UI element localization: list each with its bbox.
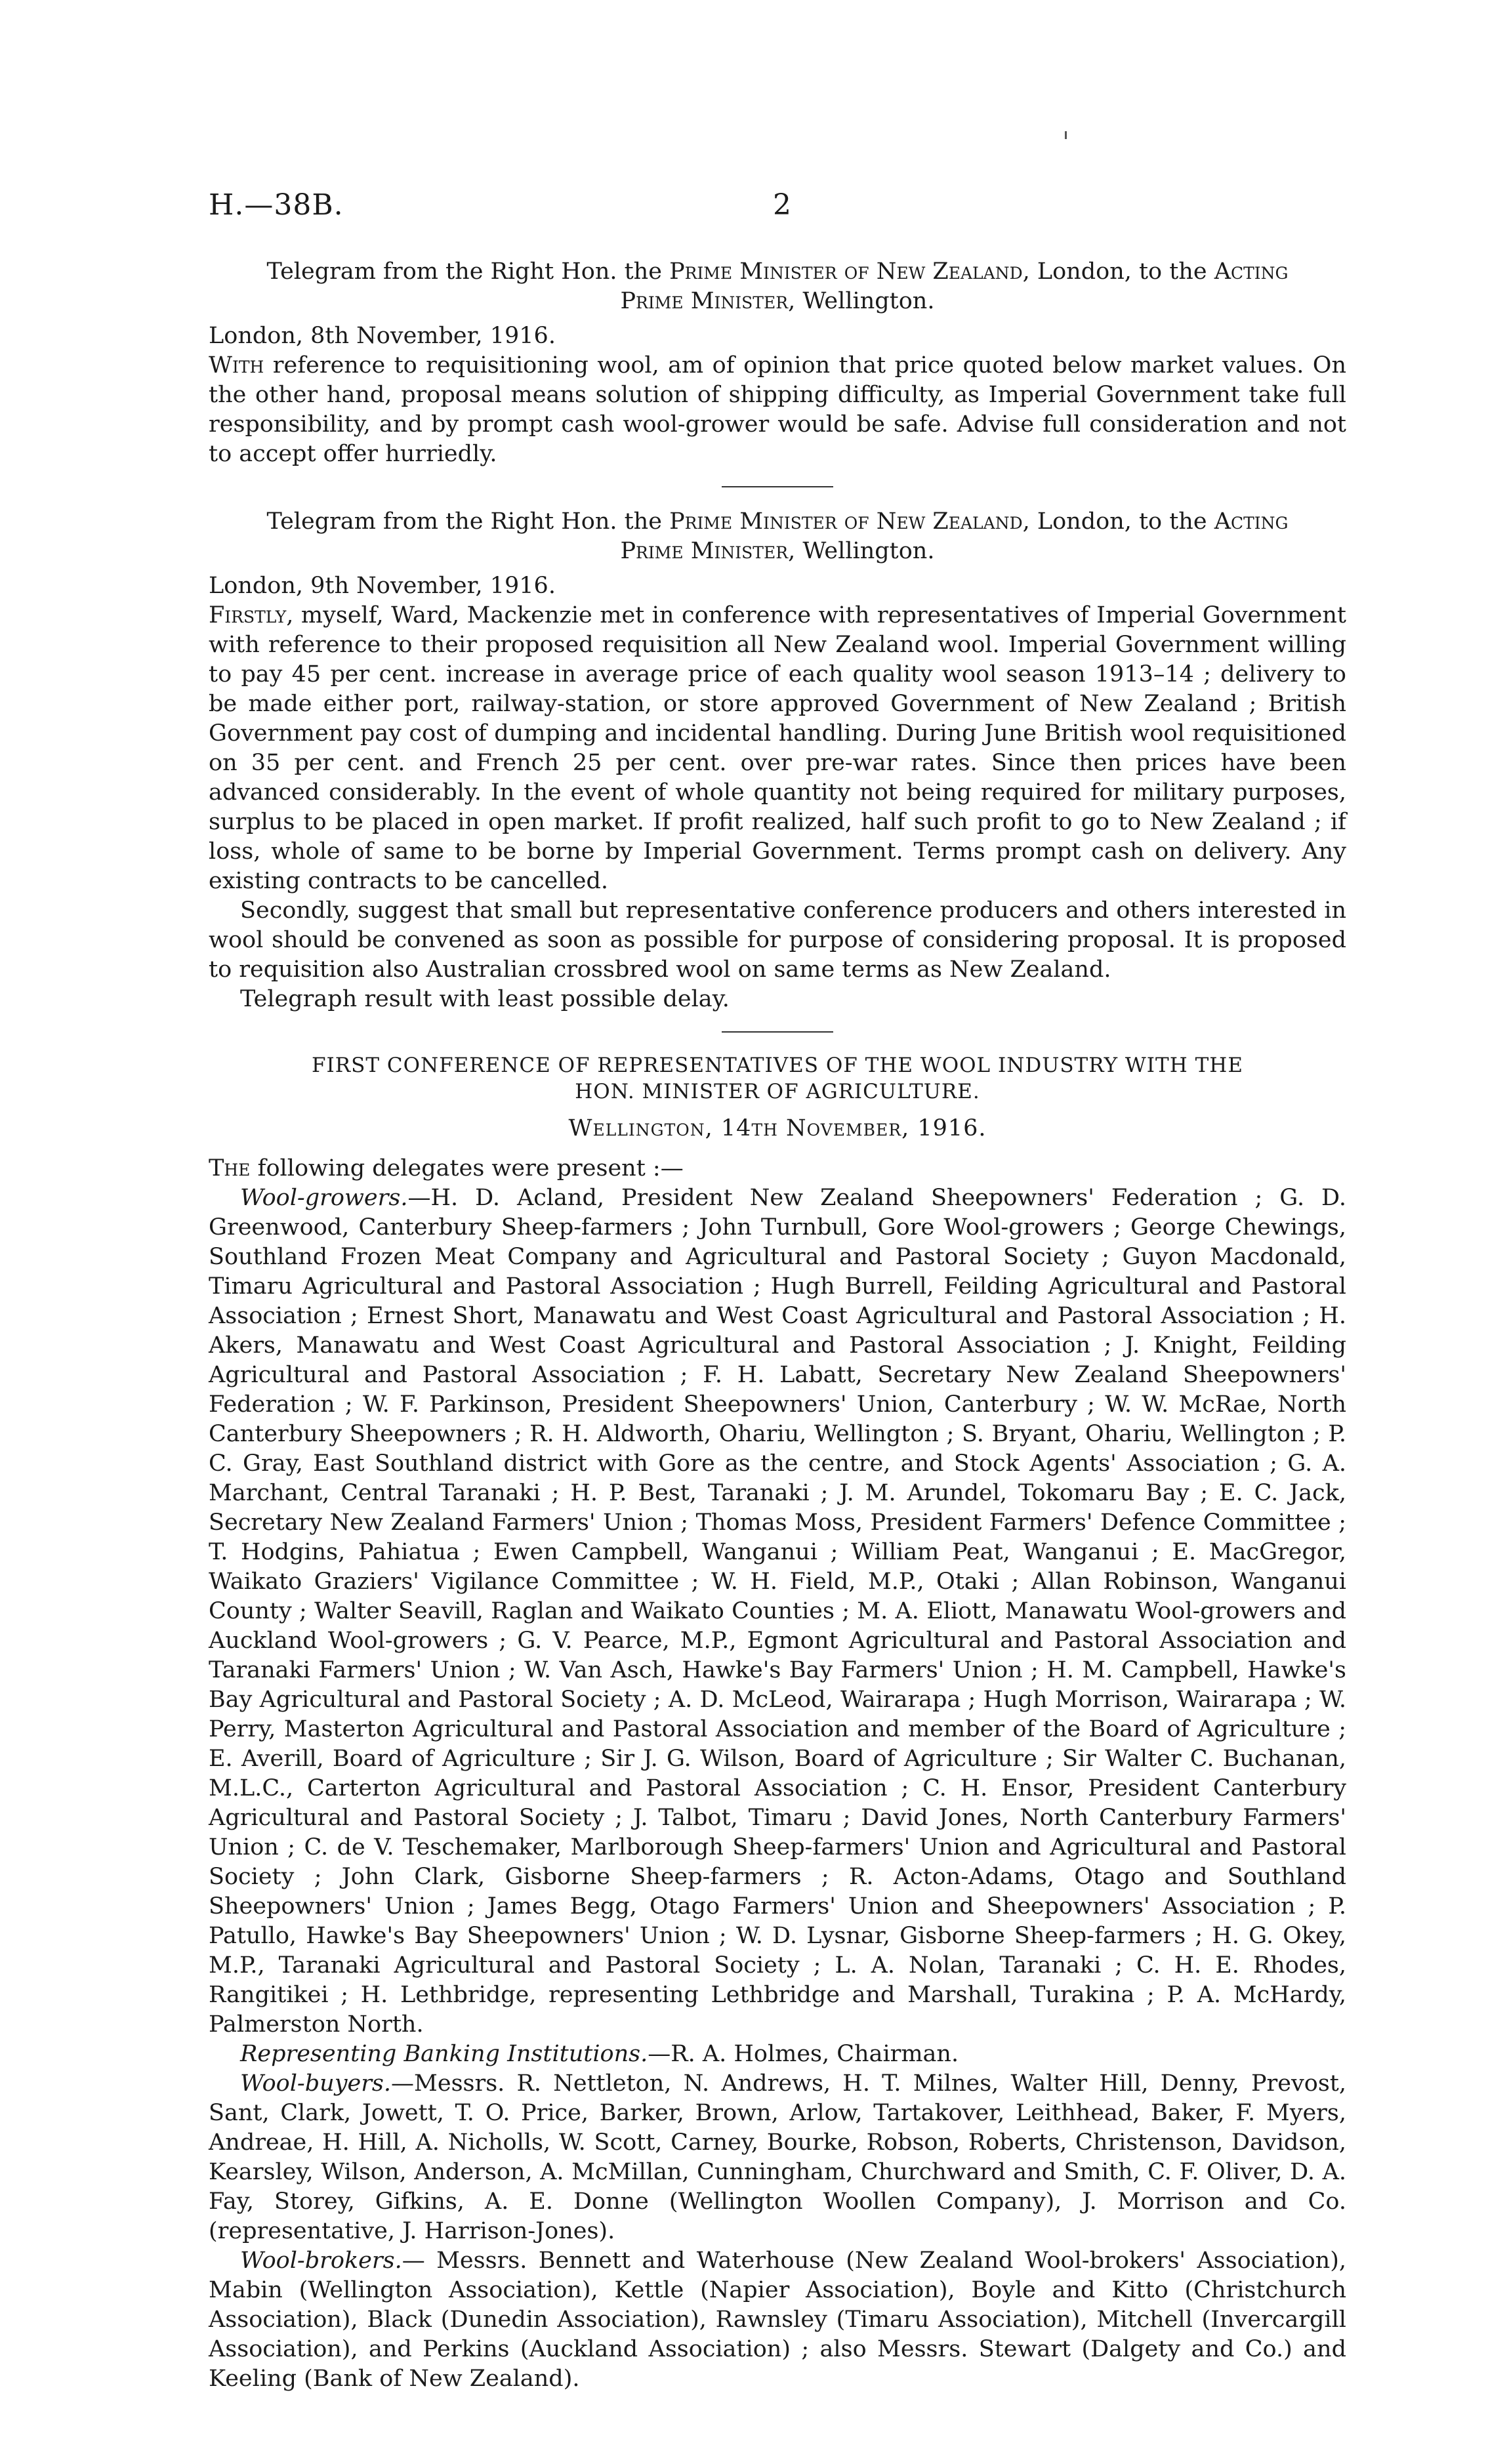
heading-recipient: Prime Minister: [620, 288, 789, 314]
telegram-1: [209, 257, 1346, 2394]
heading-sender: Prime Minister of New Zealand: [669, 508, 1023, 535]
telegram-2-heading: [209, 507, 1346, 566]
telegram-1-heading: [209, 257, 1346, 316]
telegram-1-body: [209, 351, 1346, 469]
delegate-names: — Messrs. Bennett and Waterhouse (New Zealand Wool-brokers' Association), Mabin (Wellington Association), Kettle (Napier Association), Boyle and Kitto (Christchurch Association), Black (Dunedin Association), Rawnsley (Timaru Association), Mitchell (Invercargill Association), and Perkins (Auckland Association) ; also Messrs. Stewart (Dalgety and Co.) and Keeling (Bank of New Zealand).: [209, 2248, 1346, 2392]
heading-recipient: Acting: [1214, 508, 1289, 535]
scan-mark: [1065, 131, 1067, 139]
category-label: Wool-growers.: [240, 1185, 408, 1211]
conference-title-line-1: FIRST CONFERENCE OF REPRESENTATIVES OF THE WOOL INDUSTRY WITH THE: [312, 1054, 1243, 1077]
delegate-names: —H. D. Acland, President New Zealand Sheepowners' Federation ; G. D. Greenwood, Canterbury Sheep-farmers ; John Turnbull, Gore Wool-growers ; George Chewings, Southland Frozen Meat Company and Agricultural and Pastoral Society ; Guyon Macdonald, Timaru Agricultural and Pastoral Association ; Hugh Burrell, Feilding Agricultural and Pastoral Association ; Ernest Short, Manawatu and West Coast Agricultural and Pastoral Association ; H. Akers, Manawatu and West Coast Agricultural and Pastoral Association ; J. Knight, Feilding Agricultural and Pastoral Association ; F. H. Labatt, Secretary New Zealand Sheepowners' Federation ; W. F. Parkinson, President Sheepowners' Union, Canterbury ; W. W. McRae, North Canterbury Sheepowners ; R. H. Aldworth, Ohariu, Wellington ; S. Bryant, Ohariu, Wellington ; P. C. Gray, East Southland district with Gore as the centre, and Stock Agents' Association ; G. A. Marchant, Central Taranaki ; H. P. Best, Taranaki ; J. M. Arundel, Tokomaru Bay ; E. C. Jack, Secretary New Zealand Farmers' Union ; Thomas Moss, President Farmers' Defence Committee ; T. Hodgins, Pahiatua ; Ewen Campbell, Wanganui ; William Peat, Wanganui ; E. MacGregor, Waikato Graziers' Vigilance Committee ; W. H. Field, M.P., Otaki ; Allan Robinson, Wanganui County ; Walter Seavill, Raglan and Waikato Counties ; M. A. Eliott, Manawatu Wool-growers and Auckland Wool-growers ; G. V. Pearce, M.P., Egmont Agricultural and Pastoral Association and Taranaki Farmers' Union ; W. Van Asch, Hawke's Bay Farmers' Union ; H. M. Campbell, Hawke's Bay Agricultural and Pastoral Society ; A. D. McLeod, Wairarapa ; Hugh Morrison, Wairarapa ; W. Perry, Masterton Agricultural and Pastoral Association and member of the Board of Agriculture ; E. Averill, Board of Agriculture ; Sir J. G. Wilson, Board of Agriculture ; Sir Walter C. Buchanan, M.L.C., Carterton Agricultural and Pastoral Association ; C. H. Ensor, President Canterbury Agricultural and Pastoral Society ; J. Talbot, Timaru ; David Jones, North Canterbury Farmers' Union ; C. de V. Teschemaker, Marlborough Sheep-farmers' Union and Agricultural and Pastoral Society ; John Clark, Gisborne Sheep-farmers ; R. Acton-Adams, Otago and Southland Sheepowners' Union ; James Begg, Otago Farmers' Union and Sheepowners' Association ; P. Patullo, Hawke's Bay Sheepowners' Union ; W. D. Lysnar, Gisborne Sheep-farmers ; H. G. Okey, M.P., Taranaki Agricultural and Pastoral Society ; L. A. Nolan, Taranaki ; C. H. E. Rhodes, Rangitikei ; H. Lethbridge, representing Lethbridge and Marshall, Turakina ; P. A. McHardy, Palmerston North.: [209, 1185, 1346, 2038]
heading-text: Telegram from the Right Hon. the: [266, 508, 670, 535]
conference-title-line-2: HON. MINISTER OF AGRICULTURE.: [575, 1080, 980, 1103]
heading-text: , London, to the: [1022, 258, 1214, 285]
wool-growers-list: [209, 1183, 1346, 2040]
delegates-intro: [209, 1154, 1346, 1183]
page-number: 2: [773, 188, 791, 222]
heading-text: , Wellington.: [788, 288, 935, 314]
delegate-names: —R. A. Holmes, Chairman.: [648, 2041, 959, 2067]
body-text: reference to requisitioning wool, am of opinion that price quoted below market values. On the other hand, proposal means solution of shipping difficulty, as Imperial Government take full responsibility, and by prompt cash wool-grower would be safe. Advise full consideration and not to accept offer hurriedly.: [209, 352, 1346, 467]
telegram-2-dateline: London, 9th November, 1916.: [209, 573, 556, 599]
document-id: H.—38B.: [209, 188, 344, 222]
heading-sender: Prime Minister of New Zealand: [669, 258, 1023, 285]
category-label: Wool-brokers.: [240, 2248, 402, 2274]
wool-brokers-list: [209, 2246, 1346, 2394]
heading-recipient: Prime Minister: [620, 538, 789, 564]
telegram-2-paragraph-3: Telegraph result with least possible delay.: [240, 986, 730, 1012]
banking-list: [209, 2040, 1346, 2069]
section-divider: [722, 1031, 833, 1033]
lead-word: With: [209, 352, 264, 379]
delegate-names: —Messrs. R. Nettleton, N. Andrews, H. T. Milnes, Walter Hill, Denny, Prevost, Sant, Clark, Jowett, T. O. Price, Barker, Brown, Arlow, Tartakover, Leithhead, Baker, F. Myers, Andreae, H. Hill, A. Nicholls, W. Scott, Carney, Bourke, Robson, Roberts, Christenson, Davidson, Kearsley, Wilson, Anderson, A. McMillan, Cunningham, Churchward and Smith, C. F. Oliver, D. A. Fay, Storey, Gifkins, A. E. Donne (Wellington Woollen Company), J. Morrison and Co. (representative, J. Harrison-Jones).: [209, 2070, 1346, 2244]
telegram-2-paragraph-1: [209, 601, 1346, 896]
category-label: Wool-buyers.: [240, 2070, 392, 2097]
body-text: following delegates were present :—: [250, 1155, 684, 1181]
body-text: myself, Ward, Mackenzie met in conference with representatives of Imperial Government with reference to their proposed requisition all New Zealand wool. Imperial Government willing to pay 45 per cent. increase in average price of each quality wool season 1913–14 ; delivery to be made either port, railway-station, or store approved Government of New Zealand ; British Government pay cost of dumping and incidental handling. During June British wool requisitioned on 35 per cent. and French 25 per cent. over pre-war rates. Since then prices have been advanced considerably. In the event of whole quantity not being required for military purposes, surplus to be placed in open market. If profit realized, half such profit to go to New Zealand ; if loss, whole of same to be borne by Imperial Government. Terms prompt cash on delivery. Any existing contracts to be cancelled.: [209, 602, 1346, 894]
heading-text: , London, to the: [1022, 508, 1214, 535]
wool-buyers-list: [209, 2069, 1346, 2246]
conference-date: Wellington, 14th November, 1916.: [568, 1115, 987, 1141]
lead-word: The: [209, 1155, 251, 1181]
telegram-2-paragraph-2: Secondly, suggest that small but representative conference producers and others interested in wool should be convened as soon as possible for purpose of considering proposal. It is proposed to requisition also Australian crossbred wool on same terms as New Zealand.: [209, 897, 1346, 983]
heading-text: , Wellington.: [788, 538, 935, 564]
page-header: [209, 190, 1346, 230]
telegram-1-dateline: London, 8th November, 1916.: [209, 323, 556, 349]
heading-text: Telegram from the Right Hon. the: [266, 258, 670, 285]
heading-recipient: Acting: [1214, 258, 1289, 285]
section-divider: [722, 486, 833, 487]
lead-word: Firstly,: [209, 602, 294, 628]
conference-title: [209, 1052, 1346, 1105]
category-label: Representing Banking Institutions.: [240, 2041, 648, 2067]
